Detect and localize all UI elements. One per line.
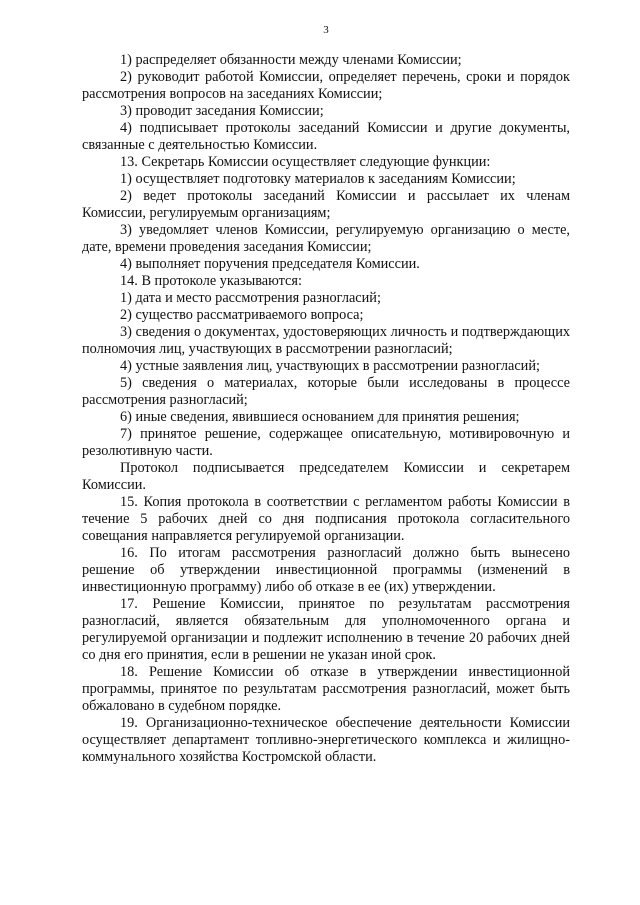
paragraph: 4) подписывает протоколы заседаний Комиссии и другие документы, связанные с деятельностью Комиссии.: [82, 120, 570, 153]
paragraph: 17. Решение Комиссии, принятое по результатам рассмотрения разногласий, является обязательным для уполномоченного органа и регулируемой организации и подлежит исполнению в течение 20 рабочих дней со дня его принятия, если в решении не указан иной срок.: [82, 596, 570, 663]
paragraph: 13. Секретарь Комиссии осуществляет следующие функции:: [120, 154, 491, 170]
paragraph: 1) дата и место рассмотрения разногласий;: [120, 290, 381, 306]
paragraph: 5) сведения о материалах, которые были исследованы в процессе рассмотрения разногласий;: [82, 375, 570, 408]
paragraph: Протокол подписывается председателем Комиссии и секретарем Комиссии.: [82, 460, 570, 493]
paragraph: 4) выполняет поручения председателя Комиссии.: [120, 256, 420, 272]
paragraph: 3) сведения о документах, удостоверяющих личность и подтверждающих полномочия лиц, участвующих в рассмотрении разногласий;: [82, 324, 570, 357]
paragraph: 2) существо рассматриваемого вопроса;: [120, 307, 364, 323]
paragraph: 2) руководит работой Комиссии, определяет перечень, сроки и порядок рассмотрения вопросов на заседаниях Комиссии;: [82, 69, 570, 102]
paragraph: 18. Решение Комиссии об отказе в утверждении инвестиционной программы, принятое по результатам рассмотрения разногласий, может быть обжаловано в судебном порядке.: [82, 664, 570, 714]
paragraph: 7) принятое решение, содержащее описательную, мотивировочную и резолютивную части.: [82, 426, 570, 459]
document-body: [82, 52, 570, 766]
paragraph: 1) осуществляет подготовку материалов к заседаниям Комиссии;: [120, 171, 516, 187]
paragraph: 4) устные заявления лиц, участвующих в рассмотрении разногласий;: [120, 358, 540, 374]
paragraph: 3) уведомляет членов Комиссии, регулируемую организацию о месте, дате, времени проведения заседания Комиссии;: [82, 222, 570, 255]
paragraph: 2) ведет протоколы заседаний Комиссии и рассылает их членам Комиссии, регулируемым организациям;: [82, 188, 570, 221]
paragraph: 1) распределяет обязанности между членами Комиссии;: [120, 52, 462, 68]
paragraph: 19. Организационно-техническое обеспечение деятельности Комиссии осуществляет департамент топливно-энергетического комплекса и жилищно-коммунального хозяйства Костромской области.: [82, 715, 570, 765]
paragraph: 16. По итогам рассмотрения разногласий должно быть вынесено решение об утверждении инвестиционной программы (изменений в инвестиционную программу) либо об отказе в ее (их) утверждении.: [82, 545, 570, 595]
paragraph: 6) иные сведения, явившиеся основанием для принятия решения;: [120, 409, 520, 425]
paragraph: 14. В протоколе указываются:: [120, 273, 302, 289]
paragraph: 15. Копия протокола в соответствии с регламентом работы Комиссии в течение 5 рабочих дней со дня подписания протокола согласительного совещания направляется регулируемой организации.: [82, 494, 570, 544]
paragraph: 3) проводит заседания Комиссии;: [120, 103, 324, 119]
page-number: 3: [323, 24, 329, 36]
